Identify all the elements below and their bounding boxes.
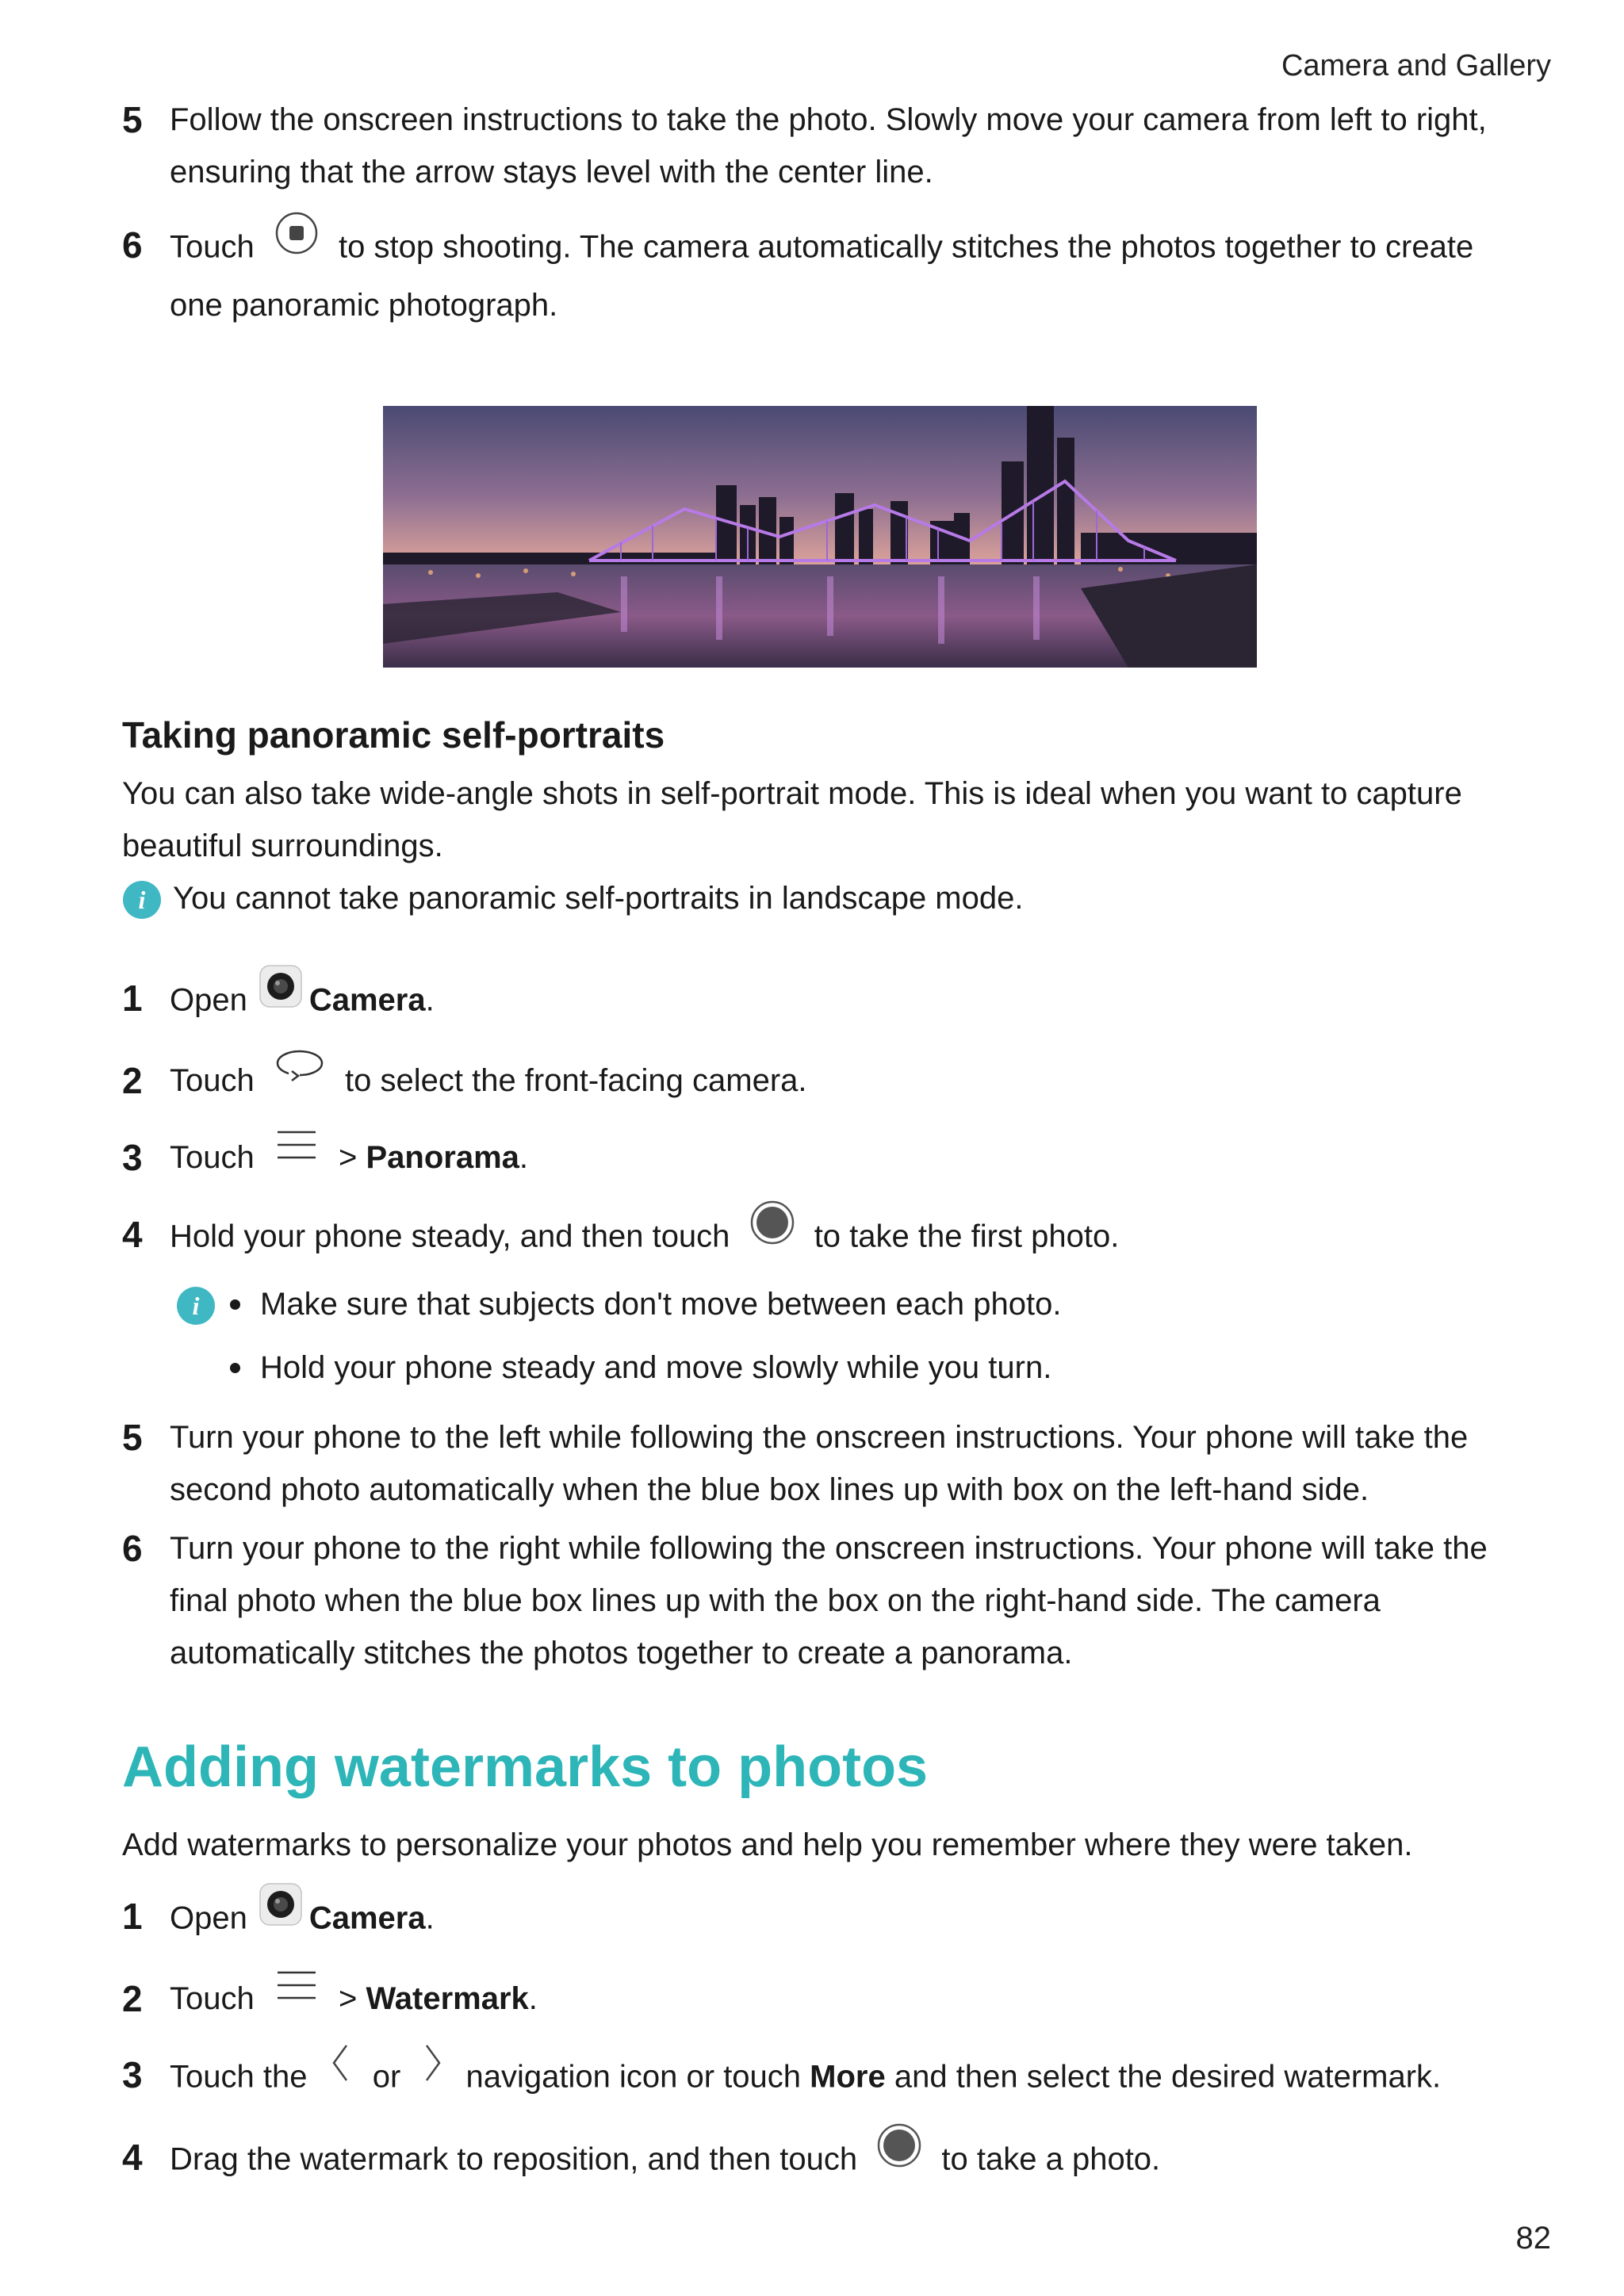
step-4-first-photo <box>122 1208 1518 1269</box>
section-intro: You can also take wide-angle shots in self-portrait mode. This is ideal when you want to capture beautiful surroundings. <box>122 776 1462 863</box>
step-pre-text: Touch <box>170 1980 255 2016</box>
step-number: 1 <box>122 978 143 1019</box>
step-3-panorama-menu <box>122 1131 1518 1185</box>
step-6-turn-right <box>122 1522 1518 1679</box>
section-heading: Taking panoramic self-portraits <box>122 714 665 756</box>
step-pre-text: Open <box>170 1900 247 1936</box>
page-number: 82 <box>1515 2221 1551 2256</box>
step-post-text: . <box>425 982 435 1018</box>
svg-text:i: i <box>192 1291 200 1320</box>
step-2-switch-camera <box>122 1054 1518 1109</box>
step-number: 4 <box>122 2137 143 2179</box>
info-icon <box>122 880 162 936</box>
step-number: 2 <box>122 1977 143 2019</box>
step-pre-text: Touch <box>170 229 255 265</box>
step-bold-text: Camera <box>308 1900 426 1936</box>
menu-icon <box>274 1966 319 2019</box>
step-bold-text: Camera <box>308 982 426 1018</box>
panorama-photo <box>383 406 1257 668</box>
page-content <box>122 94 1518 2191</box>
step-5-panorama <box>122 94 1518 198</box>
step-text: Follow the onscreen instructions to take the photo. Slowly move your camera from left to right, ensuring that the arrow stays level with the center line. <box>170 102 1487 189</box>
step-text: Turn your phone to the left while following the onscreen instructions. Your phone will take the second photo automatically when the blue box lines up with box on the left-hand side. <box>170 1419 1469 1507</box>
shutter-icon <box>877 2123 921 2183</box>
step-number: 2 <box>122 1060 143 1101</box>
step-5-turn-left <box>122 1411 1518 1516</box>
svg-text:i: i <box>138 886 146 914</box>
camera-app-icon <box>259 1882 303 1942</box>
step-post-text: to take the first photo. <box>814 1219 1120 1254</box>
info-icon <box>176 1286 216 1341</box>
step-number: 5 <box>122 99 143 140</box>
step-number: 6 <box>122 224 143 266</box>
step-pre-text: Hold your phone steady, and then touch <box>170 1219 730 1254</box>
step-or-text: or <box>372 2059 401 2095</box>
step-separator: > <box>339 1980 358 2016</box>
tip-item: Make sure that subjects don't move between each photo. <box>227 1278 1061 1330</box>
step-post-text: . <box>519 1140 529 1176</box>
step-number: 1 <box>122 1895 143 1937</box>
switch-camera-icon <box>274 1047 325 1101</box>
step-number: 3 <box>122 2054 143 2096</box>
step-pre-text: Touch the <box>170 2059 308 2095</box>
watermark-section <box>122 1732 1518 2191</box>
step-number: 3 <box>122 1137 143 1179</box>
page-header: Camera and Gallery <box>1281 49 1551 82</box>
step-3-select-watermark <box>122 2049 1518 2109</box>
step-post-text: . <box>528 1980 538 2016</box>
step-6-panorama <box>122 219 1518 331</box>
step-number: 5 <box>122 1416 143 1458</box>
chevron-left-icon <box>327 2041 353 2101</box>
step-2-watermark-menu <box>122 1973 1518 2026</box>
step-pre-text: Touch <box>170 1063 255 1098</box>
step-post-text: . <box>425 1900 435 1936</box>
step-number: 6 <box>122 1527 143 1569</box>
step-1-open-camera <box>122 972 1518 1032</box>
section-intro: Add watermarks to personalize your photos and help you remember where they were taken. <box>122 1827 1413 1862</box>
shutter-icon <box>750 1200 795 1261</box>
step-post-text: and then select the desired watermark. <box>894 2059 1442 2095</box>
step-pre-text: Touch <box>170 1140 255 1176</box>
chevron-right-icon <box>420 2041 446 2101</box>
note-text: You cannot take panoramic self-portraits in landscape mode. <box>173 881 1024 916</box>
tips-note <box>176 1278 1518 1394</box>
note <box>122 872 1518 936</box>
step-separator: > <box>339 1140 358 1176</box>
menu-icon <box>274 1126 319 1178</box>
step-bold-text: Panorama <box>366 1140 519 1176</box>
step-post-text: to stop shooting. The camera automatically stitches the photos together to create one panoramic photograph. <box>170 229 1474 323</box>
selfie-section <box>122 714 1518 1679</box>
step-post-text: to select the front-facing camera. <box>345 1063 807 1098</box>
step-pre-text: Drag the watermark to reposition, and then touch <box>170 2141 858 2177</box>
step-4-take-photo <box>122 2131 1518 2191</box>
step-bold-text: Watermark <box>366 1980 529 2016</box>
step-post-text: to take a photo. <box>941 2141 1161 2177</box>
section-title: Adding watermarks to photos <box>122 1735 929 1799</box>
step-1-open-camera <box>122 1890 1518 1950</box>
stop-shooting-icon <box>274 211 319 271</box>
step-number: 4 <box>122 1213 143 1255</box>
panorama-figure <box>122 406 1518 668</box>
step-mid-text: navigation icon or touch <box>465 2059 802 2095</box>
tips-list <box>227 1278 1061 1394</box>
step-text: Turn your phone to the right while following the onscreen instructions. Your phone will take the final photo when the blue box lines up with the box on the right-hand side. The camera automatically stitches the photos together to create a panorama. <box>170 1530 1488 1670</box>
tip-item: Hold your phone steady and move slowly while you turn. <box>227 1341 1061 1394</box>
step-pre-text: Open <box>170 982 247 1018</box>
camera-app-icon <box>259 964 303 1024</box>
step-bold-text: More <box>810 2059 886 2095</box>
